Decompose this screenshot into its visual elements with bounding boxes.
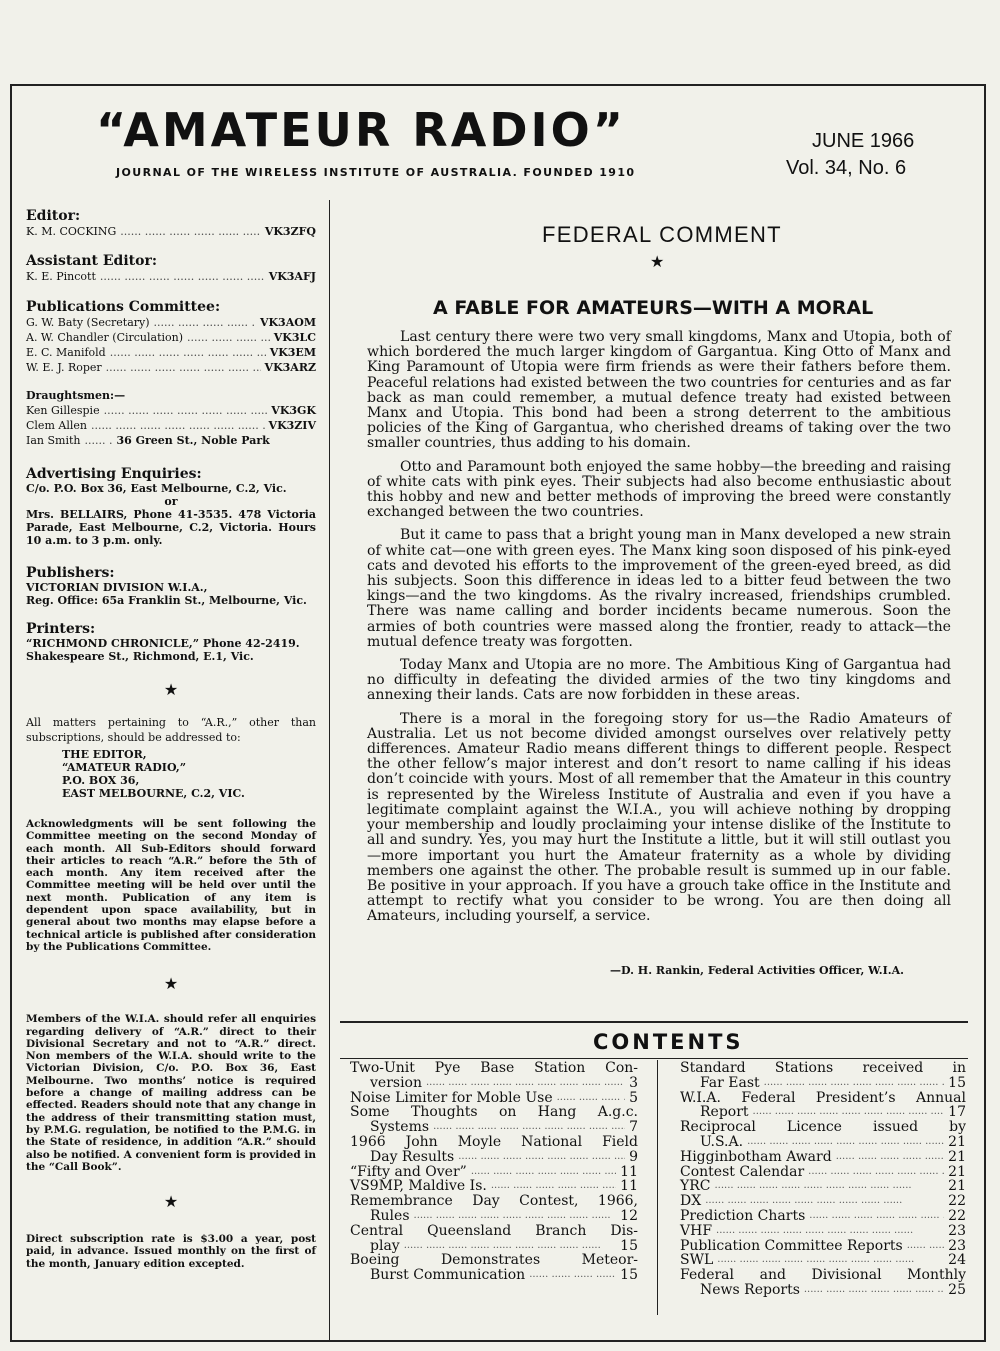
credit-call: 36 Green St., Noble Park <box>116 434 270 447</box>
contents-entry-page: 9 <box>629 1148 638 1165</box>
contents-entry-page: 25 <box>948 1281 966 1298</box>
contents-entry-title: Some Thoughts on Hang A.g.c. <box>350 1104 638 1121</box>
contents-entry[interactable] <box>350 1105 638 1135</box>
contents-entry-title: “Fifty and Over” <box>350 1163 467 1180</box>
credit-row <box>26 360 316 375</box>
contents-entry-page: 7 <box>629 1119 638 1136</box>
contents-rule <box>340 1058 968 1059</box>
members-note: Members of the W.I.A. should refer all enquiries regarding delivery of “A.R.” direct to their Divisional Secretary and not to “A.R.” direct. Non members of the W.I.A. should write to the Victorian Division, C/o. P.O. Box 36, East Melbourne. Two months’ notice is required before a change of mailing address can be effected. Readers should note that any change in the address of their transmitting station must, by P.M.G. regulation, be notified to the P.M.G. in the State of residence, in addition “A.R.” should also be notified. A convenient form is provided in the “Call Book”. <box>26 1013 316 1173</box>
credit-call: VK3AOM <box>259 316 316 329</box>
masthead-credits-column <box>26 208 316 1270</box>
article-body <box>367 330 951 933</box>
advertising-heading: Advertising Enquiries: <box>26 466 202 482</box>
contents-entry-title: VS9MP, Maldive Is. <box>350 1178 487 1195</box>
article-paragraph: Today Manx and Utopia are no more. The Ambitious King of Gargantua had no difficulty in defeating the divided armies of the two tiny kingdoms and annexing their lands. Cats are now forbidden in these areas. <box>367 657 951 704</box>
contents-entry-title: play <box>370 1237 400 1254</box>
contents-entry-title: U.S.A. <box>700 1133 744 1150</box>
contents-entry[interactable] <box>680 1194 966 1209</box>
publishers-name: VICTORIAN DIVISION W.I.A., <box>26 581 208 594</box>
advertising-address: C/o. P.O. Box 36, East Melbourne, C.2, Vic. <box>26 482 287 495</box>
contents-entry-title: Reciprocal Licence issued by <box>680 1119 966 1136</box>
contents-entry-title: Two-Unit Pye Base Station Con- <box>350 1060 638 1076</box>
contents-entry-title: Report <box>700 1104 749 1121</box>
contents-entry-title: Contest Calendar <box>680 1163 805 1180</box>
contents-entry-title: version <box>370 1074 422 1091</box>
contents-entry-page: 24 <box>948 1252 966 1269</box>
contents-entry-page: 11 <box>620 1178 638 1195</box>
section-heading: FEDERAL COMMENT <box>542 222 782 247</box>
contents-entry-title: Rules <box>370 1207 410 1224</box>
subscription-note: Direct subscription rate is $3.00 a year, post paid, in advance. Issued monthly on the first of the month, January edition excepted. <box>26 1233 316 1270</box>
editor-address-line: THE EDITOR, <box>62 748 147 761</box>
printers-heading: Printers: <box>26 621 96 637</box>
article-paragraph: Otto and Paramount both enjoyed the same hobby—the breeding and raising of white cats with pink eyes. Their subjects had also become enthusiastic about this hobby and new and better methods of improving the breed were constantly exchanged between the two countries. <box>367 458 951 521</box>
printers-address: Shakespeare St., Richmond, E.1, Vic. <box>26 650 254 663</box>
contents-entry-page: 22 <box>948 1193 966 1210</box>
star-divider: ★ <box>163 1192 179 1212</box>
contents-entry[interactable] <box>680 1253 966 1268</box>
editor-address-line: EAST MELBOURNE, C.2, VIC. <box>62 787 245 800</box>
contents-entry[interactable] <box>680 1150 966 1165</box>
contents-entry-title: Standard Stations received in <box>680 1060 966 1076</box>
acknowledgments-note: Acknowledgments will be sent following the Committee meeting on the second Monday of each month. All Sub-Editors should forward their articles to reach “A.R.” before the 5th of each month. Any item received after the Committee meeting will be held over until the next month. Publication of any item is dependent upon space availability, but in general about two months may elapse before a technical article is published after consideration by the Publications Committee. <box>26 818 316 953</box>
contents-entry-page: 15 <box>620 1237 638 1254</box>
credit-call: VK3AFJ <box>268 270 316 283</box>
editor-address-line: “AMATEUR RADIO,” <box>62 761 187 774</box>
credit-row <box>26 224 316 239</box>
contents-entry-title: 1966 John Moyle National Field <box>350 1133 638 1150</box>
contents-entry-title: Publication Committee Reports <box>680 1237 903 1254</box>
contents-entry-page: 21 <box>948 1163 966 1180</box>
contents-left-column <box>350 1061 638 1283</box>
column-divider <box>329 200 330 1340</box>
contents-entry[interactable] <box>350 1253 638 1283</box>
contents-entry-title: Prediction Charts <box>680 1207 806 1224</box>
contents-entry[interactable] <box>350 1165 638 1180</box>
contents-entry-title: Higginbotham Award <box>680 1148 832 1165</box>
credit-call: VK3ARZ <box>264 361 316 374</box>
assistant-editor-heading: Assistant Editor: <box>26 253 158 269</box>
article-paragraph: Last century there were two very small kingdoms, Manx and Utopia, both of which bordered the much larger kingdom of Gargantua. King Otto of Manx and King Paramount of Utopia were firm friends as were their fathers before them. Peaceful relations had existed between the two countries for centuries and as far back as man could remember, a mutual defence treaty had existed between Manx and Utopia. This bond had been a strong deterrent to the ambitious policies of the King of Gargantua, who cherished dreams of taking over the two smaller countries, thus adding to his domain. <box>367 329 951 452</box>
credit-row <box>26 433 316 448</box>
editor-heading: Editor: <box>26 208 81 224</box>
credit-row <box>26 345 316 360</box>
article-paragraph: There is a moral in the foregoing story for us—the Radio Amateurs of Australia. Let us not become divided amongst ourselves over relatively petty differences. Amateur Radio means different things to different people. Respect the other fellow’s major interest and don’t resort to name calling if his ideas don’t coincide with yours. Most of all remember that the Amateur in this country is represented by the Wireless Institute of Australia and even if you have a legitimate complaint against the W.I.A., you will achieve nothing by dropping your membership and loudly proclaiming your intense dislike of the Institute to all and sundry. Yes, you may hurt the Institute a little, but it will still outlast you—more important you hurt the Amateur fraternity as a whole by dividing members one against the other. The probable result is summed up in our fable. Be positive in your approach. If you have a grouch take office in the Institute and attempt to rectify what you consider to be wrong. You are then doing all Amateurs, including yourself, a service. <box>367 710 951 925</box>
contents-entry-page: 15 <box>948 1074 966 1091</box>
contents-entry-page: 21 <box>948 1178 966 1195</box>
masthead-title: “AMATEUR RADIO” <box>96 103 626 157</box>
contents-entry[interactable] <box>680 1224 966 1239</box>
credit-row <box>26 269 316 284</box>
contents-entry-page: 12 <box>620 1207 638 1224</box>
contents-entry-title: Systems <box>370 1119 430 1136</box>
contents-entry[interactable] <box>680 1091 966 1121</box>
contents-divider <box>657 1060 658 1315</box>
contents-entry-title: News Reports <box>700 1281 800 1298</box>
contents-entry-page: 5 <box>629 1089 638 1106</box>
contents-entry-title: Noise Limiter for Moble Use <box>350 1089 553 1106</box>
contents-entry-page: 23 <box>948 1222 966 1239</box>
contents-entry[interactable] <box>680 1120 966 1150</box>
editor-address-line: P.O. BOX 36, <box>62 774 140 787</box>
advertising-contact: Mrs. BELLAIRS, Phone 41-3535. 478 Victoria Parade, East Melbourne, C.2, Victoria. Hours 10 a.m. to 3 p.m. only. <box>26 508 316 547</box>
credit-name: E. C. Manifold <box>26 346 106 359</box>
contents-entry-title: SWL <box>680 1252 714 1269</box>
contents-entry[interactable] <box>680 1179 966 1194</box>
credit-row <box>26 315 316 330</box>
contents-entry-title: Day Results <box>370 1148 455 1165</box>
credit-name: K. M. COCKING <box>26 225 117 238</box>
contents-entry-title: Boeing Demonstrates Meteor- <box>350 1252 638 1269</box>
credit-name: Ken Gillespie <box>26 404 100 417</box>
contents-entry-title: Remembrance Day Contest, 1966, <box>350 1193 638 1210</box>
advertising-or: or <box>164 495 178 508</box>
article-title: A FABLE FOR AMATEURS—WITH A MORAL <box>433 297 874 319</box>
contents-entry[interactable] <box>680 1268 966 1298</box>
contents-entry[interactable] <box>350 1091 638 1106</box>
contents-entry-page: 21 <box>948 1148 966 1165</box>
contents-entry-page: 3 <box>629 1074 638 1091</box>
contents-entry-page: 22 <box>948 1207 966 1224</box>
contents-entry-page: 15 <box>620 1267 638 1284</box>
contents-entry[interactable] <box>680 1165 966 1180</box>
contents-entry-page: 11 <box>620 1163 638 1180</box>
article-attribution: —D. H. Rankin, Federal Activities Officer, W.I.A. <box>610 964 904 977</box>
contents-entry[interactable] <box>350 1194 638 1224</box>
credit-row <box>26 330 316 345</box>
credit-name: K. E. Pincott <box>26 270 96 283</box>
publishers-office: Reg. Office: 65a Franklin St., Melbourne, Vic. <box>26 594 307 607</box>
contents-entry[interactable] <box>350 1179 638 1194</box>
contents-entry-title: W.I.A. Federal President’s Annual <box>680 1089 966 1106</box>
credit-call: VK3LC <box>273 331 316 344</box>
credit-name: Clem Allen <box>26 419 87 432</box>
issue-date: JUNE 1966 <box>812 130 915 152</box>
contents-entry-title: Central Queensland Branch Dis- <box>350 1222 638 1239</box>
credit-call: VK3ZIV <box>268 419 316 432</box>
credit-call: VK3ZFQ <box>264 225 316 238</box>
contents-entry[interactable] <box>680 1061 966 1091</box>
editorial-address-note: All matters pertaining to “A.R.,” other than subscriptions, should be addressed to: <box>26 716 316 744</box>
contents-entry[interactable] <box>350 1061 638 1091</box>
contents-entry-page: 21 <box>948 1133 966 1150</box>
credit-name: W. E. J. Roper <box>26 361 102 374</box>
credit-row <box>26 403 316 418</box>
contents-entry-title: Federal and Divisional Monthly <box>680 1267 966 1284</box>
masthead-subtitle: JOURNAL OF THE WIRELESS INSTITUTE OF AUSTRALIA. FOUNDED 1910 <box>116 166 636 179</box>
credit-call: VK3EM <box>269 346 316 359</box>
contents-entry-page: 17 <box>948 1104 966 1121</box>
publications-committee-heading: Publications Committee: <box>26 299 221 315</box>
contents-entry-title: Burst Communication <box>370 1267 526 1284</box>
publishers-heading: Publishers: <box>26 565 115 581</box>
draughtsmen-heading: Draughtsmen:— <box>26 389 126 402</box>
article-paragraph: But it came to pass that a bright young man in Manx developed a new strain of white cat—one with green eyes. The Manx king soon disposed of his pink-eyed cats and devoted his efforts to the improvement of the green-eyed breed, as did his subjects. Soon this difference in ideas led to a bitter feud between the two kings—and the two kingdoms. As the rivalry increased, friendships crumbled. There was name calling and border incidents became numerous. Soon the armies of both countries were massed along the frontier, ready to attack—the mutual defence treaty was forgotten. <box>367 527 951 650</box>
credit-name: G. W. Baty (Secretary) <box>26 316 150 329</box>
issue-volume: Vol. 34, No. 6 <box>786 157 907 179</box>
contents-entry-title: Far East <box>700 1074 760 1091</box>
star-divider: ★ <box>650 252 665 271</box>
contents-entry-title: DX <box>680 1193 702 1210</box>
contents-entry[interactable] <box>680 1209 966 1224</box>
contents-entry-title: VHF <box>680 1222 713 1239</box>
star-divider: ★ <box>163 680 179 699</box>
contents-right-column <box>680 1061 966 1298</box>
contents-entry-page: 23 <box>948 1237 966 1254</box>
credit-row <box>26 418 316 433</box>
credit-call: VK3GK <box>271 404 316 417</box>
star-divider: ★ <box>163 974 179 994</box>
contents-entry[interactable] <box>350 1224 638 1254</box>
contents-entry[interactable] <box>680 1239 966 1254</box>
credit-name: A. W. Chandler (Circulation) <box>26 331 184 344</box>
printers-name: “RICHMOND CHRONICLE,” Phone 42-2419. <box>26 637 300 650</box>
contents-heading: CONTENTS <box>593 1030 744 1054</box>
credit-name: Ian Smith <box>26 434 81 447</box>
contents-entry[interactable] <box>350 1135 638 1165</box>
contents-entry-title: YRC <box>680 1178 711 1195</box>
